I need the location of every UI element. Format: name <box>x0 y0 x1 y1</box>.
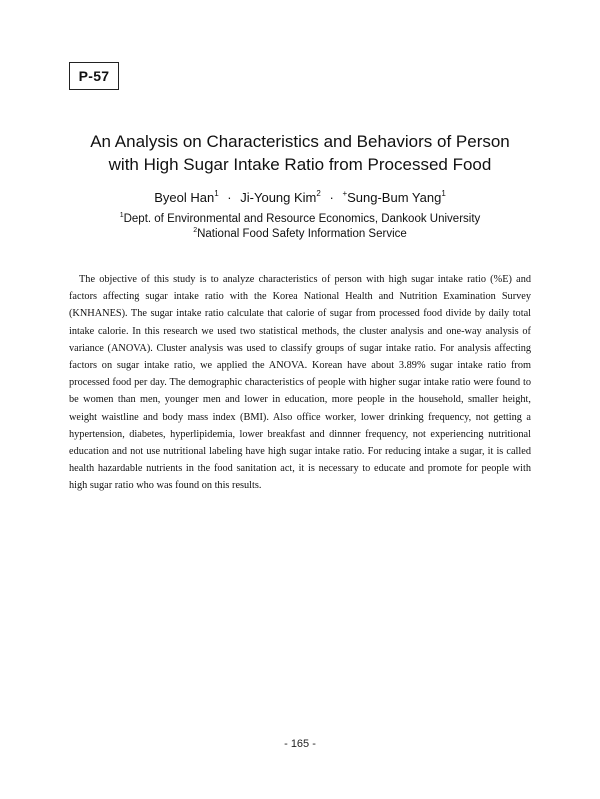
affiliation-number: 1 <box>119 212 124 219</box>
affiliation-text: National Food Safety Information Service <box>197 228 407 240</box>
paper-title <box>40 130 560 176</box>
affiliation-number: 2 <box>193 227 198 234</box>
author-separator: · <box>227 190 232 205</box>
title-line-1: An Analysis on Characteristics and Behaviors of Person <box>90 132 510 151</box>
title-line-2: with High Sugar Intake Ratio from Processed Food <box>108 155 492 174</box>
author-affiliation-number: 2 <box>316 189 321 198</box>
corresponding-author-marker: + <box>342 189 348 198</box>
author-list <box>40 190 560 206</box>
poster-id-label: P-57 <box>69 62 119 90</box>
author-affiliation-number: 1 <box>441 189 446 198</box>
author-name: Sung-Bum Yang <box>347 190 442 205</box>
page-number: - 165 - <box>284 738 316 750</box>
author-affiliation-number: 1 <box>214 189 219 198</box>
affiliation-2 <box>40 227 560 242</box>
affiliation-1 <box>40 212 560 227</box>
author-separator: · <box>329 190 334 205</box>
abstract-body: The objective of this study is to analyze characteristics of person with high sugar intake ratio (%E) and factors affecting sugar intake ratio with the Korea National Health and Nutrition Examination Survey (KNHANES). The sugar intake ratio calculate that calorie of sugar from processed food divide by daily total intake calorie. In this research we used two statistical methods, the cluster analysis and one-way analysis of variance (ANOVA). Cluster analysis was used to classify groups of sugar intake ratio. For analysis affecting factors on sugar intake ratio, we applied the ANOVA. Korean have about 3.89% sugar intake ratio from processed food per day. The demographic characteristics of people with higher sugar intake ratio were found to be women than men, younger men and lower in education, more people in the household, smaller height, weight waistline and body mass index (BMI). Also office worker, lower drinking frequency, not getting a hypertension, diabetes, hyperlipidemia, lower breakfast and dinnner frequency, not experiencing nutritional education and not use nutritional labeling have high sugar intake ratio. For reducing intake a sugar, it is called health hazardable nutrients in the food sanitation act, it is necessary to educate and promote for people with high sugar ratio who was found on this results. <box>69 274 531 492</box>
affiliation-text: Dept. of Environmental and Resource Economics, Dankook University <box>123 213 481 225</box>
author-name: Ji-Young Kim <box>240 190 317 205</box>
author-name: Byeol Han <box>154 190 215 205</box>
